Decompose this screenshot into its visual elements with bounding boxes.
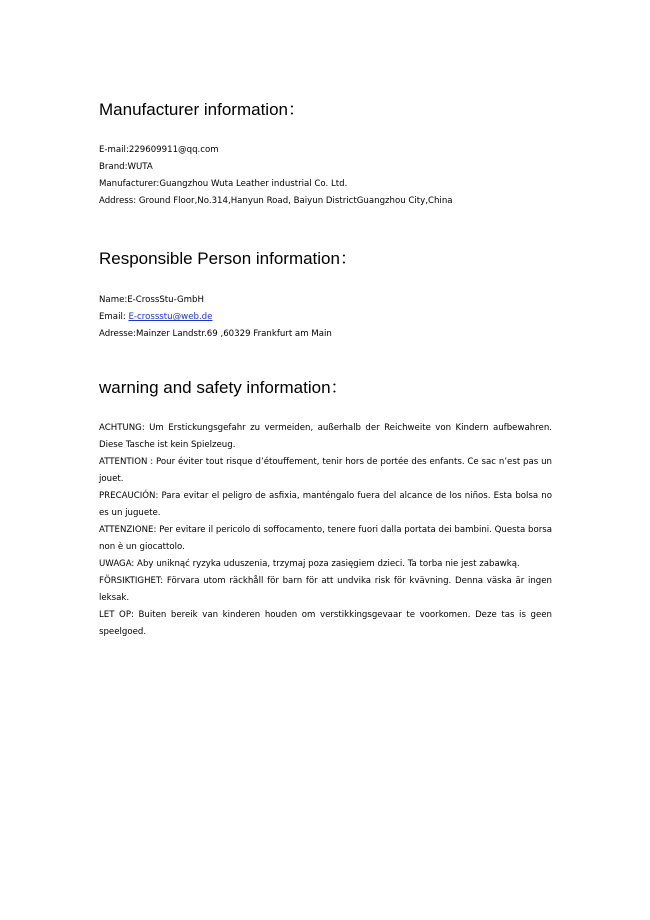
responsible-person-section <box>99 249 552 343</box>
responsible-heading: Responsible Person information： <box>99 249 357 268</box>
manufacturer-section <box>99 100 552 210</box>
responsible-name: Name:E-CrossStu-GmbH <box>99 295 204 305</box>
warning-spanish: PRECAUCIÓN: Para evitar el peligro de asfixia, manténgalo fuera del alcance de los niños. Esta bolsa no es un juguete. <box>99 491 552 518</box>
responsible-email-line <box>99 309 552 326</box>
warning-german: ACHTUNG: Um Erstickungsgefahr zu vermeiden, außerhalb der Reichweite von Kindern aufbewahren. Diese Tasche ist kein Spielzeug. <box>99 423 552 450</box>
manufacturer-address: Address: Ground Floor,No.314,Hanyun Road, Baiyun DistrictGuangzhou City,China <box>99 196 453 206</box>
manufacturer-heading: Manufacturer information： <box>99 100 305 119</box>
manufacturer-email: E-mail:229609911@qq.com <box>99 145 219 155</box>
warning-italian: ATTENZIONE: Per evitare il pericolo di soffocamento, tenere fuori dalla portata dei bambini. Questa borsa non è un giocattolo. <box>99 525 552 552</box>
warning-dutch: LET OP: Buiten bereik van kinderen houden om verstikkingsgevaar te voorkomen. Deze tas is geen speelgoed. <box>99 610 552 637</box>
responsible-email-link[interactable]: E-crossstu@web.de <box>128 312 213 322</box>
warning-section <box>99 378 552 641</box>
warning-swedish: FÖRSIKTIGHET: Förvara utom räckhåll för barn för att undvika risk för kvävning. Denna väska är ingen leksak. <box>99 576 552 603</box>
warning-heading: warning and safety information： <box>99 378 348 397</box>
responsible-address: Adresse:Mainzer Landstr.69 ,60329 Frankfurt am Main <box>99 329 332 339</box>
responsible-email-label: Email: <box>99 312 129 322</box>
manufacturer-name: Manufacturer:Guangzhou Wuta Leather industrial Co. Ltd. <box>99 179 348 189</box>
warning-french: ATTENTION : Pour éviter tout risque d’étouffement, tenir hors de portée des enfants. Ce sac n’est pas un jouet. <box>99 457 552 484</box>
manufacturer-brand: Brand:WUTA <box>99 162 153 172</box>
warning-polish: UWAGA: Aby uniknąć ryzyka uduszenia, trzymaj poza zasięgiem dzieci. Ta torba nie jest zabawką. <box>99 559 520 569</box>
